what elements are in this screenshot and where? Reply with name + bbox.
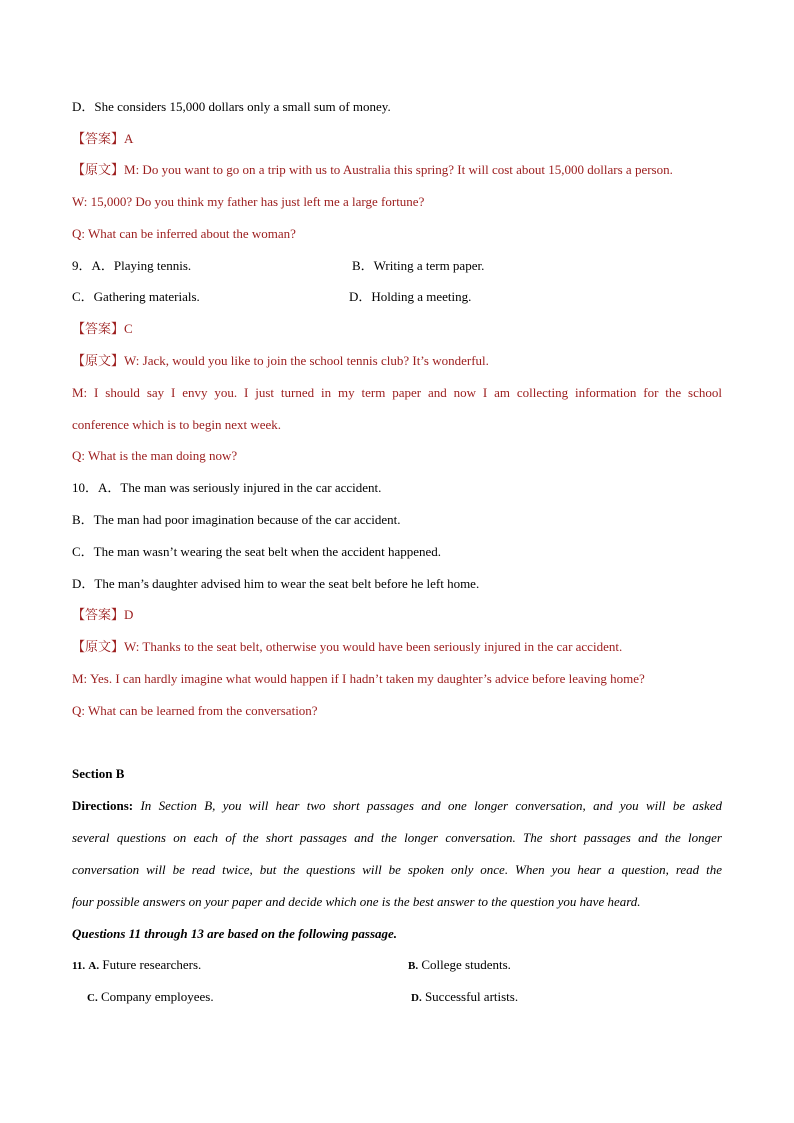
q11-option-d: [411, 989, 518, 1006]
q8-answer: [72, 131, 133, 147]
q10-answer: [72, 607, 133, 623]
option-letter: B.: [408, 960, 419, 972]
q10-script-line-2: M: Yes. I can hardly imagine what would happen if I hadn’t taken my daughter’s advice before leaving home?: [72, 671, 645, 686]
directions-line-2: several questions on each of the short passages and the longer conversation. The short passages and the longer: [72, 830, 722, 845]
answer-value: D: [124, 607, 134, 622]
question-number: 11.: [72, 960, 86, 972]
script-text: M: Do you want to go on a trip with us to Australia this spring? It will cost about 15,000 dollars a person.: [124, 162, 673, 177]
q10-script-line-1: [72, 639, 622, 655]
option-text: College students.: [421, 957, 511, 972]
q11-option-b: [408, 957, 511, 974]
answer-value: C: [124, 321, 133, 336]
option-text: Successful artists.: [424, 989, 519, 1004]
q9-option-a: 9．A．Playing tennis.: [72, 258, 192, 273]
answer-tag: 【答案】: [72, 607, 125, 622]
questions-note: Questions 11 through 13 are based on the following passage.: [72, 926, 398, 941]
q10-option-c: C．The man wasn’t wearing the seat belt when the accident happened.: [72, 544, 442, 559]
q11-option-c: [87, 989, 214, 1006]
option-letter: D.: [411, 992, 422, 1004]
directions-line-1: [72, 798, 722, 814]
script-text: W: Thanks to the seat belt, otherwise you would have been seriously injured in the car accident.: [124, 639, 623, 654]
option-letter: C.: [87, 992, 98, 1004]
q8-script-line-2: W: 15,000? Do you think my father has just left me a large fortune?: [72, 194, 425, 209]
q8-script-line-1: [72, 162, 673, 178]
option-letter: A.: [88, 960, 100, 972]
script-tag: 【原文】: [72, 639, 125, 654]
q9-answer: [72, 321, 133, 337]
option-text: Future researchers.: [102, 957, 202, 972]
answer-tag: 【答案】: [72, 131, 125, 146]
directions-label: Directions:: [72, 798, 134, 813]
q9-option-d: D．Holding a meeting.: [349, 289, 472, 304]
script-text: W: Jack, would you like to join the school tennis club? It’s wonderful.: [124, 353, 489, 368]
directions-line-4: four possible answers on your paper and decide which one is the best answer to the question you have heard.: [72, 894, 641, 909]
q8-script-line-3: Q: What can be inferred about the woman?: [72, 226, 296, 241]
option-text: Company employees.: [100, 989, 214, 1004]
q11-option-a: [72, 957, 201, 974]
script-tag: 【原文】: [72, 162, 125, 177]
q9-script-line-1: [72, 353, 489, 369]
q8-option-d: D．She considers 15,000 dollars only a small sum of money.: [72, 99, 391, 114]
q10-option-d: D．The man’s daughter advised him to wear the seat belt before he left home.: [72, 576, 480, 591]
q9-script-line-4: Q: What is the man doing now?: [72, 448, 238, 463]
section-heading: Section B: [72, 766, 125, 781]
q9-option-c: C．Gathering materials.: [72, 289, 200, 304]
q10-script-line-3: Q: What can be learned from the conversation?: [72, 703, 318, 718]
directions-text: In Section B, you will hear two short passages and one longer conversation, and you will be asked: [140, 798, 723, 813]
script-tag: 【原文】: [72, 353, 125, 368]
q9-script-line-3: conference which is to begin next week.: [72, 417, 282, 432]
q10-option-a: 10．A．The man was seriously injured in the car accident.: [72, 480, 382, 495]
answer-tag: 【答案】: [72, 321, 125, 336]
q9-script-line-2: M: I should say I envy you. I just turned in my term paper and now I am collecting information for the school: [72, 385, 722, 400]
answer-value: A: [124, 131, 134, 146]
directions-line-3: conversation will be read twice, but the questions will be spoken only once. When you hear a question, read the: [72, 862, 722, 877]
q9-option-b: B．Writing a term paper.: [352, 258, 485, 273]
q10-option-b: B．The man had poor imagination because of the car accident.: [72, 512, 401, 527]
